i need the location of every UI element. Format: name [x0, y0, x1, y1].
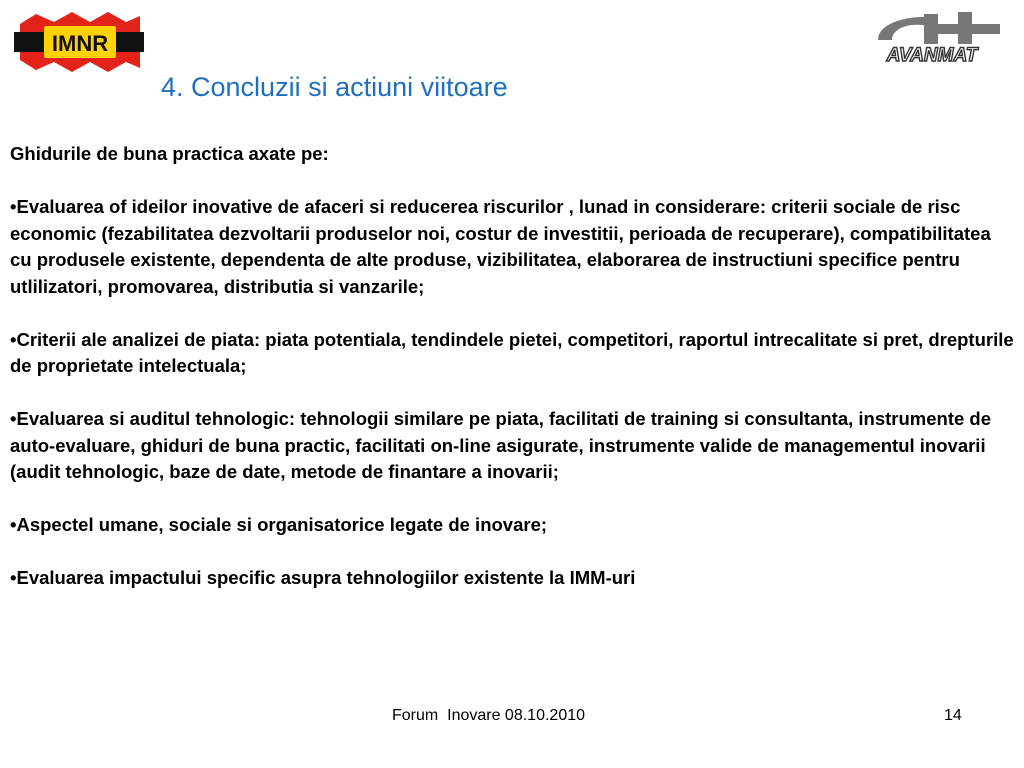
page-number: 14 [944, 707, 962, 724]
avanmat-logo-graphic [858, 10, 1006, 66]
bullet-dot: • [10, 408, 17, 429]
bullet-dot: • [10, 567, 17, 588]
bullet-item [10, 327, 1014, 380]
bullet-item [10, 194, 1014, 300]
avanmat-logo-text: AVANMAT [886, 45, 978, 66]
bullet-text: Evaluarea si auditul tehnologic: tehnologii similare pe piata, facilitati de training si consultanta, instrumente de auto-evaluare, ghiduri de buna practic, facilitati on-line asigurate, instrumente valide de managementul inovarii (audit tehnologic, baze de date, metode de finantare a inovarii; [10, 408, 992, 482]
footer-event-date: Forum Inovare 08.10.2010 [392, 707, 586, 724]
bullet-text: Aspectel umane, sociale si organisatorice legate de inovare; [16, 514, 548, 535]
bullet-item [10, 512, 1014, 539]
bullet-item [10, 406, 1014, 486]
bullet-dot: • [10, 328, 17, 350]
slide-content [10, 141, 1014, 592]
bullet-item [10, 565, 1014, 592]
intro-text: Ghidurile de buna practica axate pe: [10, 143, 329, 164]
bullet-dot: • [10, 514, 17, 535]
bullet-text: Criterii ale analizei de piata: piata potentiala, tendindele pietei, competitori, raportul intrecalitate si pret, drepturile de proprietate intelectuala; [10, 328, 1014, 376]
bullet-dot: • [10, 196, 17, 217]
imnr-logo-text: IMNR [51, 31, 109, 56]
imnr-logo [14, 10, 144, 74]
bullet-text: Evaluarea impactului specific asupra tehnologiilor existente la IMM-uri [16, 567, 636, 588]
bullet-text: Evaluarea of ideilor inovative de afaceri si reducerea riscurilor , lunad in considerare: criterii sociale de risc economic (fezabilitatea dezvoltarii produselor noi, costur de investitii, perioada de recuperare), compatibilitatea cu produsele existente, dependenta de alte produse, vizibilitatea, elaborarea de instructiuni specifice pentru utlilizatori, promovarea, distributia si vanzarile; [10, 196, 991, 297]
avanmat-logo [858, 10, 1006, 66]
slide-title: 4. Concluzii si actiuni viitoare [161, 72, 508, 102]
imnr-logo-graphic [14, 10, 144, 74]
